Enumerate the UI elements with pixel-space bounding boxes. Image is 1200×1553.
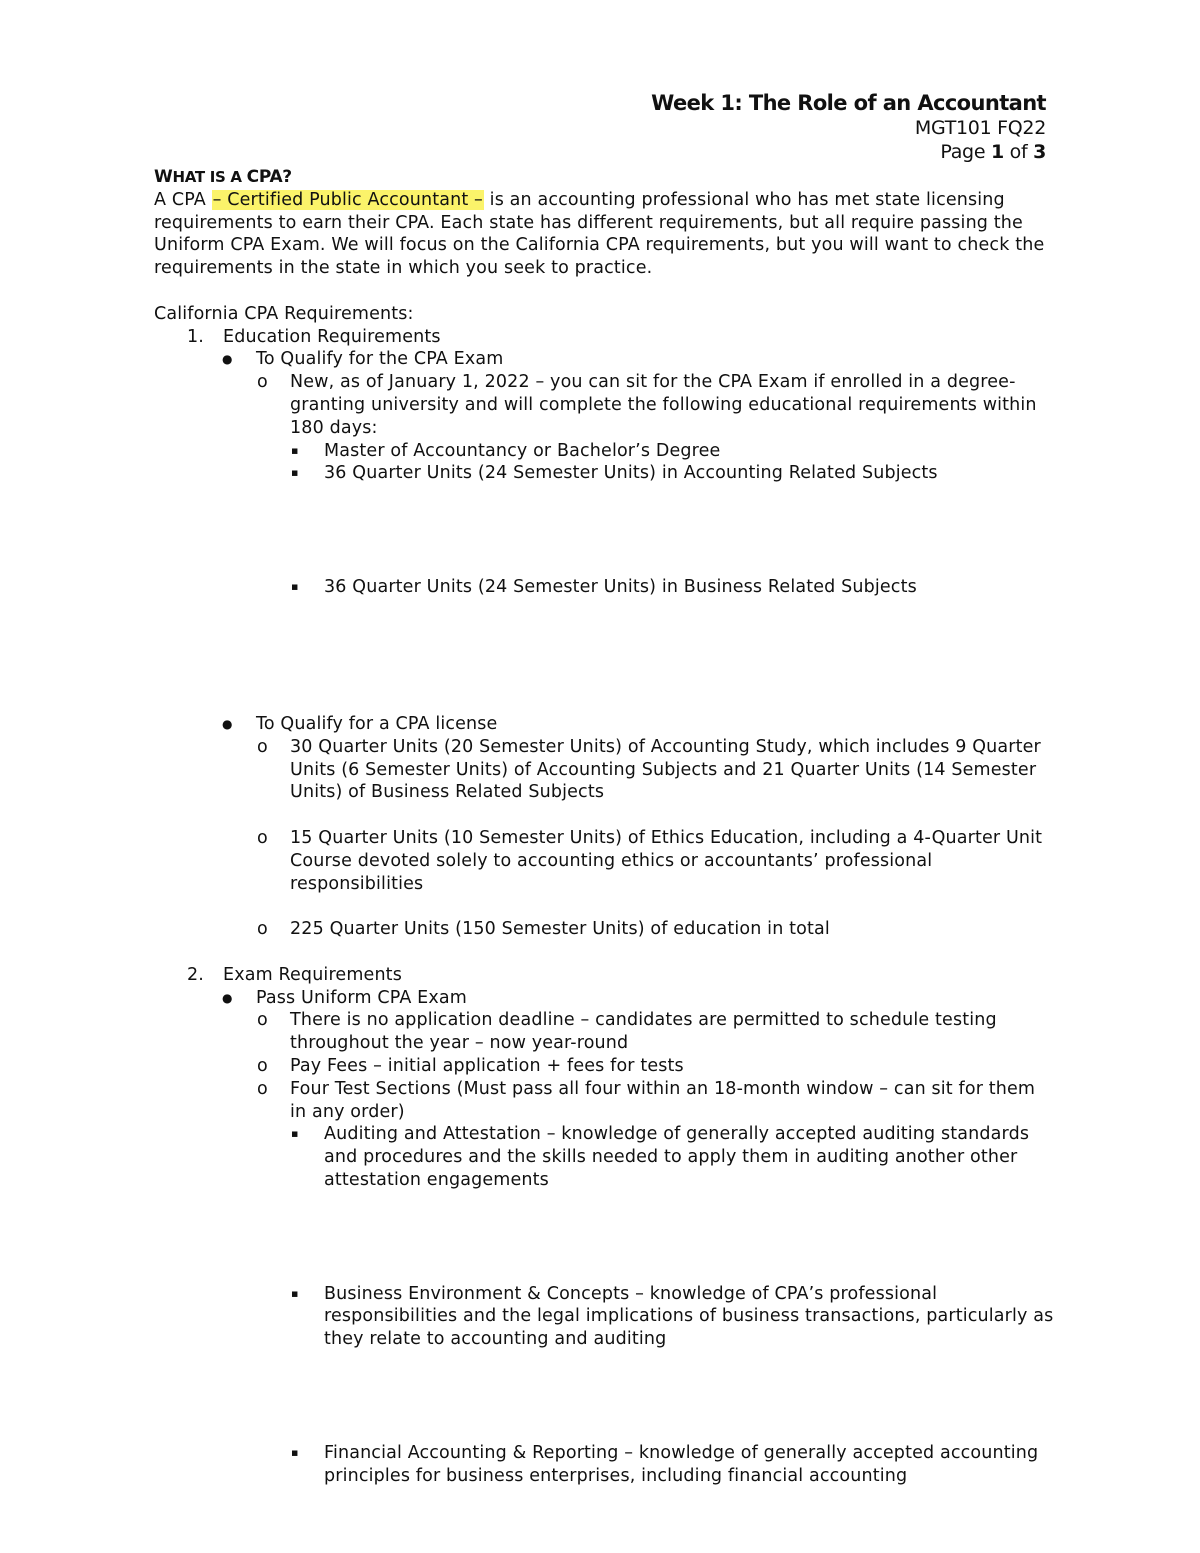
square-bullet-icon: ▪ bbox=[291, 1446, 299, 1460]
bullet-icon: ● bbox=[222, 716, 233, 731]
page-number: Page 1 of 3 bbox=[940, 141, 1046, 163]
list-item-pass-exam: ● Pass Uniform CPA Exam bbox=[222, 987, 467, 1008]
document-title: Week 1: The Role of an Accountant bbox=[651, 91, 1046, 115]
section-heading-what-is-cpa: WHAT IS A CPA? bbox=[154, 167, 292, 187]
circle-bullet-icon: o bbox=[257, 1010, 268, 1031]
circle-bullet-icon: o bbox=[257, 1055, 268, 1076]
list-item-exam-qualify: ● To Qualify for the CPA Exam bbox=[222, 349, 504, 370]
list-item-education: 1. Education Requirements bbox=[187, 326, 441, 347]
list-item-license-qualify: ● To Qualify for a CPA license bbox=[222, 713, 498, 734]
square-bullet-icon: ▪ bbox=[291, 466, 299, 480]
course-code: MGT101 FQ22 bbox=[914, 117, 1046, 139]
bullet-icon: ● bbox=[222, 990, 233, 1005]
list-number: 1. bbox=[187, 326, 204, 347]
list-item: o There is no application deadline – candidates are permitted to schedule testing throughout the year – now year-round bbox=[257, 1010, 997, 1054]
page-header bbox=[651, 90, 1046, 164]
list-item-new-rule: o New, as of January 1, 2022 – you can sit for the CPA Exam if enrolled in a degree-granting university and will complete the following educational requirements within 180 days: bbox=[257, 372, 1037, 438]
list-item: o 225 Quarter Units (150 Semester Units) of education in total bbox=[257, 919, 830, 940]
list-item: ▪ Business Environment & Concepts – knowledge of CPA’s professional responsibilities and the legal implications of business transactions, particularly as they relate to accounting and auditing bbox=[291, 1283, 1054, 1350]
document-body bbox=[154, 166, 1054, 1488]
bullet-icon: ● bbox=[222, 352, 233, 367]
circle-bullet-icon: o bbox=[257, 372, 268, 393]
square-bullet-icon: ▪ bbox=[291, 443, 299, 457]
circle-bullet-icon: o bbox=[257, 736, 268, 757]
list-item: o Pay Fees – initial application + fees for tests bbox=[257, 1055, 684, 1076]
list-item: ▪ Auditing and Attestation – knowledge of generally accepted auditing standards and procedures and the skills needed to apply them in auditing another other attestation engagements bbox=[291, 1124, 1030, 1190]
list-item-exam: 2. Exam Requirements bbox=[187, 964, 402, 985]
list-item: ▪ Master of Accountancy or Bachelor’s Degree bbox=[291, 440, 721, 461]
circle-bullet-icon: o bbox=[257, 919, 268, 940]
square-bullet-icon: ▪ bbox=[291, 1286, 299, 1300]
list-number: 2. bbox=[187, 964, 204, 985]
square-bullet-icon: ▪ bbox=[291, 580, 299, 594]
list-item: ▪ 36 Quarter Units (24 Semester Units) in Accounting Related Subjects bbox=[291, 463, 938, 484]
list-item: o 15 Quarter Units (10 Semester Units) of Ethics Education, including a 4-Quarter Unit Course devoted solely to accounting ethics or accountants’ professional responsibilities bbox=[257, 827, 1043, 894]
list-item: ▪ 36 Quarter Units (24 Semester Units) in Business Related Subjects bbox=[291, 577, 917, 598]
intro-paragraph: A CPA – Certified Public Accountant – is an accounting professional who has met state licensing requirements to earn their CPA. Each state has different requirements, but all require passing the Uniform CPA Exam. We will focus on the California CPA requirements, but you will want to check the requirements in the state in which you seek to practice. bbox=[154, 189, 1045, 279]
requirements-title: California CPA Requirements: bbox=[154, 303, 414, 324]
highlighted-term: – Certified Public Accountant – bbox=[212, 189, 483, 210]
square-bullet-icon: ▪ bbox=[291, 1127, 299, 1141]
list-item: o 30 Quarter Units (20 Semester Units) of Accounting Study, which includes 9 Quarter Units (6 Semester Units) of Accounting Subjects and 21 Quarter Units (14 Semester Units) of Business Related Subjects bbox=[257, 736, 1041, 803]
circle-bullet-icon: o bbox=[257, 1078, 268, 1099]
circle-bullet-icon: o bbox=[257, 827, 268, 848]
list-item: ▪ Financial Accounting & Reporting – knowledge of generally accepted accounting principles for business enterprises, including financial accounting bbox=[291, 1443, 1039, 1486]
list-item: o Four Test Sections (Must pass all four within an 18-month window – can sit for them in any order) bbox=[257, 1078, 1036, 1122]
